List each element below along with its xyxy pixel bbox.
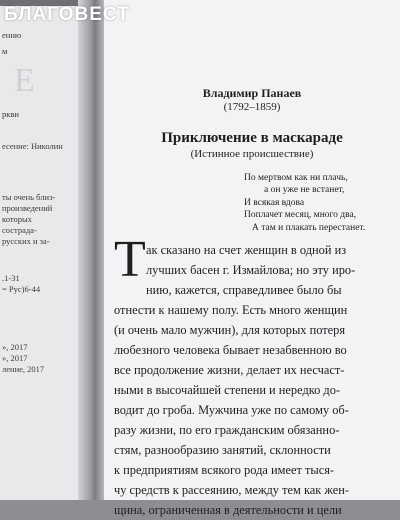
left-page-line: ркви bbox=[2, 109, 19, 119]
body-line: ак сказано на счет женщин в одной из bbox=[146, 243, 347, 257]
author-name: Владимир Панаев bbox=[202, 86, 302, 100]
body-line: к предприятиям всякого рода имеет тыся- bbox=[114, 463, 335, 477]
faint-seal-mark: Е bbox=[14, 62, 35, 99]
story-title: Приключение в маскараде bbox=[161, 130, 343, 146]
body-line: любезного человека бывает незабвенною во bbox=[114, 343, 347, 357]
left-page-line: есение: Николин bbox=[2, 141, 63, 151]
watermark-logo: БЛАГОВЕСТ bbox=[4, 4, 130, 25]
left-page-line: ление, 2017 bbox=[2, 364, 45, 374]
body-line: ными в высочайшей степени и нередко до- bbox=[114, 383, 341, 397]
body-line: нию, кажется, справедливее было бы bbox=[146, 283, 342, 297]
left-page-line: русских и за- bbox=[2, 236, 50, 246]
story-subtitle: (Истинное происшествие) bbox=[190, 148, 314, 160]
body-line: разу жизни, по его гражданским обязанно- bbox=[114, 423, 340, 437]
left-page-line: произведений bbox=[2, 203, 53, 213]
body-line: отнести к нашему полу. Есть много женщин bbox=[114, 303, 348, 317]
body-line: водит до гроба. Мужчина уже по самому об- bbox=[114, 403, 349, 417]
left-page bbox=[0, 6, 80, 500]
right-page bbox=[104, 0, 400, 517]
epigraph-line: И всякая вдова bbox=[244, 197, 305, 208]
epigraph-line: По мертвом как ни плачь, bbox=[244, 173, 348, 183]
epigraph bbox=[244, 172, 394, 234]
left-page-line: », 2017 bbox=[2, 353, 28, 363]
left-page-line: енню bbox=[2, 30, 22, 40]
author-years: (1792–1859) bbox=[223, 101, 281, 113]
drop-cap: Т bbox=[114, 231, 146, 288]
left-page-line: м bbox=[2, 46, 8, 56]
body-line: стям, разнообразию занятий, склонности bbox=[114, 443, 331, 457]
left-page-line: », 2017 bbox=[2, 342, 28, 352]
epigraph-line: а он уже не встанет, bbox=[264, 185, 345, 196]
body-line: (и очень мало мужчин), для которых потеря bbox=[114, 323, 346, 337]
left-page-line: сострада- bbox=[2, 225, 37, 235]
epigraph-line: А там и плакать перестанет. bbox=[252, 222, 366, 233]
body-line: щина, ограниченная в деятельности и цели bbox=[114, 503, 342, 517]
left-page-line: = Рус)6-44 bbox=[2, 284, 41, 294]
left-page-line: .1-31 bbox=[2, 273, 20, 283]
left-page-line: которых bbox=[2, 214, 32, 224]
body-line: лучших басен г. Измайлова; но эту иро- bbox=[146, 263, 356, 277]
left-page-line: ты очень близ- bbox=[2, 192, 56, 202]
body-line: все продолжение жизни, делает их несчаст- bbox=[114, 363, 345, 377]
body-line: чу средств к рассеянию, между тем как жен- bbox=[114, 483, 350, 497]
epigraph-line: Поплачет месяц, много два, bbox=[244, 210, 357, 221]
